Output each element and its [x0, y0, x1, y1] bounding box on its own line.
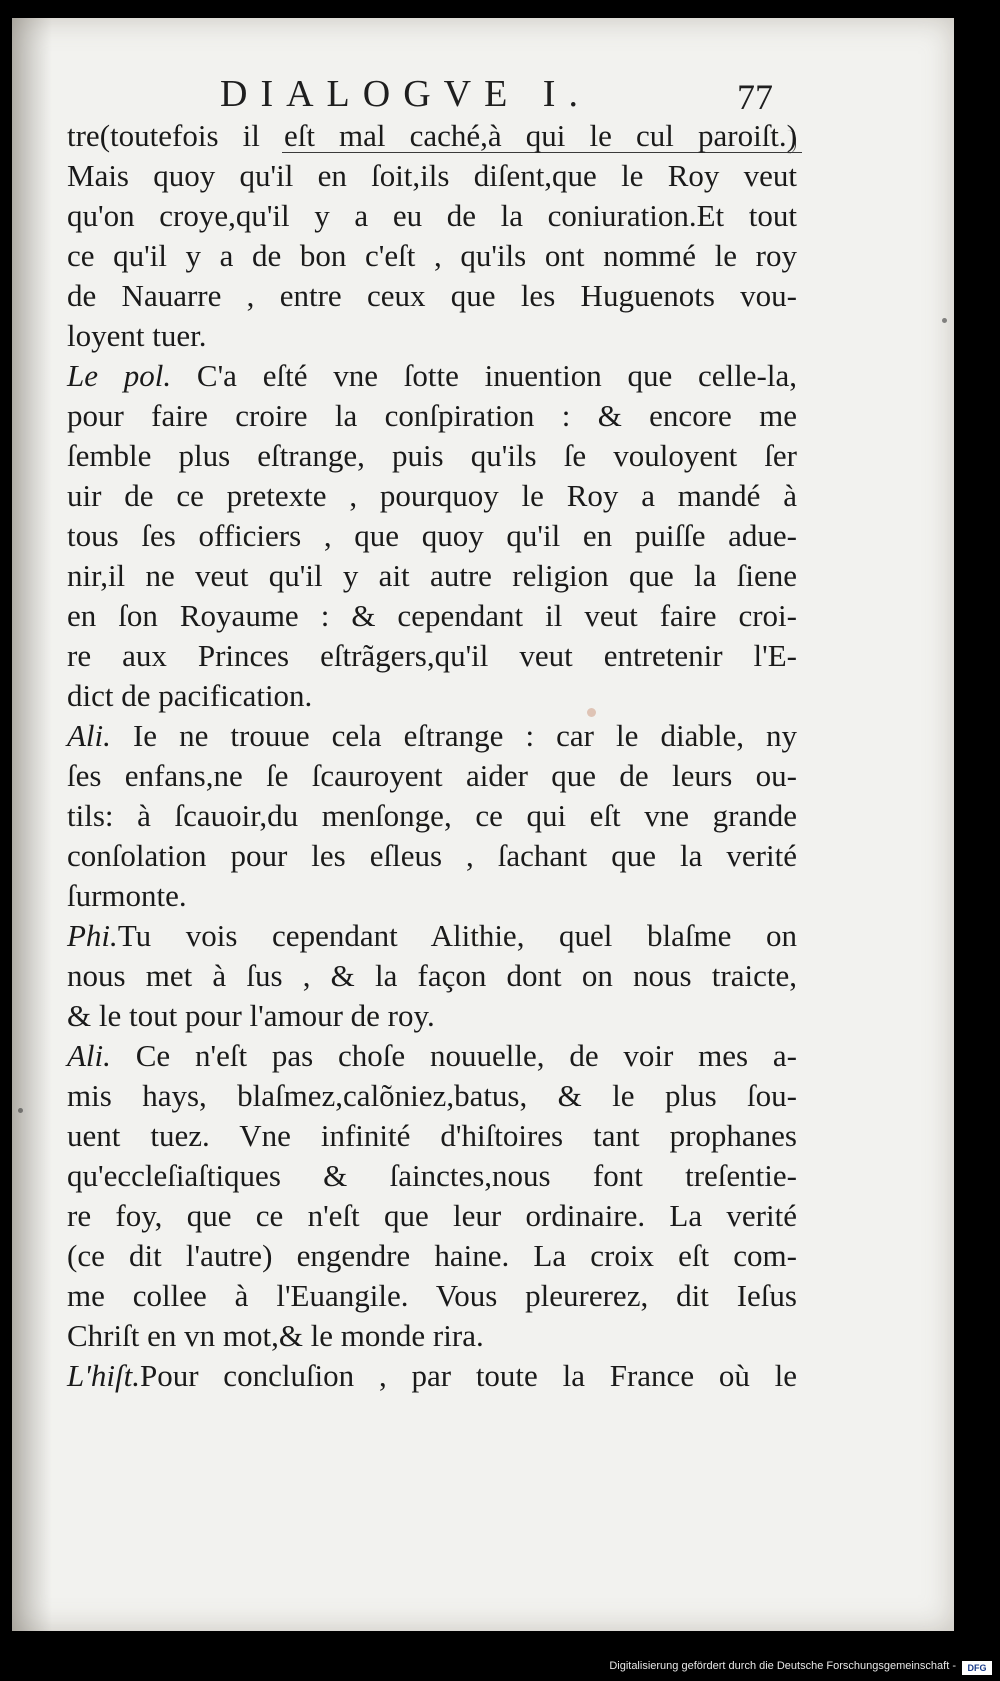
text-line: [67, 716, 797, 756]
foxing-spot: [942, 318, 947, 323]
text-line: [67, 596, 797, 636]
text-line: [67, 1036, 797, 1076]
text-line: [67, 196, 797, 236]
speaker-label: Ali.: [67, 718, 111, 753]
line-text: pour faire croire la conſpiration : & encore me: [67, 398, 797, 433]
line-text: ſes enfans,ne ſe ſcauroyent aider que de leurs ou-: [67, 758, 797, 793]
text-line: [67, 636, 797, 676]
text-line: [67, 556, 797, 596]
body-text: [67, 116, 797, 1396]
line-text: en ſon Royaume : & cependant il veut faire croi-: [67, 598, 797, 633]
text-line: [67, 436, 797, 476]
line-text: Ie ne trouue cela eſtrange : car le diable, ny: [110, 718, 797, 753]
text-line: [67, 476, 797, 516]
text-line: [67, 396, 797, 436]
footer-credit: Digitalisierung gefördert durch die Deutsche Forschungsgemeinschaft -: [609, 1660, 956, 1672]
line-text: conſolation pour les eſleus , ſachant que la verité: [67, 838, 797, 873]
digitization-footer: [0, 1656, 1000, 1681]
text-line: [67, 876, 797, 916]
text-line: [67, 1316, 797, 1356]
speaker-label: Ali.: [67, 1038, 111, 1073]
dfg-logo: DFG: [962, 1661, 992, 1675]
line-text: C'a eſté vne ſotte inuention que celle-la,: [171, 358, 797, 393]
text-line: [67, 996, 797, 1036]
page-number: 77: [737, 77, 773, 117]
text-line: [67, 676, 797, 716]
line-text: re foy, que ce n'eſt que leur ordinaire. La verité: [67, 1198, 797, 1233]
line-text: (ce dit l'autre) engendre haine. La croix eſt com-: [67, 1238, 797, 1273]
page-gutter-shadow: [12, 18, 52, 1631]
foxing-spot: [18, 1108, 23, 1113]
text-line: [67, 756, 797, 796]
line-text: nous met à ſus , & la façon dont on nous traicte,: [67, 958, 797, 993]
line-text: Pour concluſion , par toute la France où le: [139, 1358, 797, 1393]
text-line: [67, 1356, 797, 1396]
line-text: qu'eccleſiaſtiques & ſainctes,nous font treſentie-: [67, 1158, 797, 1193]
line-text: qu'on croye,qu'il y a eu de la coniuration.Et tout: [67, 198, 797, 233]
text-line: [67, 1276, 797, 1316]
line-text: ce qu'il y a de bon c'eſt , qu'ils ont nommé le roy: [67, 238, 797, 273]
text-line: [67, 1236, 797, 1276]
line-text: Chriſt en vn mot,& le monde rira.: [67, 1318, 484, 1353]
text-line: [67, 796, 797, 836]
line-text: & le tout pour l'amour de roy.: [67, 998, 435, 1033]
line-text: Mais quoy qu'il en ſoit,ils diſent,que le Roy veut: [67, 158, 797, 193]
book-page: [12, 18, 954, 1631]
text-line: [67, 276, 797, 316]
line-text: uir de ce pretexte , pourquoy le Roy a mandé à: [67, 478, 797, 513]
speaker-label: Phi.: [67, 918, 118, 953]
text-line: [67, 836, 797, 876]
text-line: [67, 156, 797, 196]
text-line: [67, 316, 797, 356]
page-header: [12, 54, 954, 117]
line-text: Ce n'eſt pas choſe nouuelle, de voir mes a-: [110, 1038, 797, 1073]
line-text: mis hays, blaſmez,calõniez,batus, & le plus ſou-: [67, 1078, 797, 1113]
speaker-label: L'hiſt.: [67, 1358, 140, 1393]
line-text: ſurmonte.: [67, 878, 187, 913]
running-head: DIALOGVE I.: [220, 73, 591, 115]
text-line: [67, 956, 797, 996]
line-text: loyent tuer.: [67, 318, 207, 353]
line-text: re aux Princes eſtrãgers,qu'il veut entretenir l'E-: [67, 638, 797, 673]
line-text: de Nauarre , entre ceux que les Huguenots vou-: [67, 278, 797, 313]
line-text: tils: à ſcauoir,du menſonge, ce qui eſt vne grande: [67, 798, 797, 833]
text-line: [67, 356, 797, 396]
line-text: uent tuez. Vne infinité d'hiſtoires tant prophanes: [67, 1118, 797, 1153]
text-line: [67, 1116, 797, 1156]
line-text: dict de pacification.: [67, 678, 313, 713]
line-text: tre(toutefois il eſt mal caché,à qui le cul paroiſt.): [67, 118, 797, 153]
text-line: [67, 1156, 797, 1196]
line-text: tous ſes officiers , que quoy qu'il en puiſſe adue-: [67, 518, 797, 553]
line-text: me collee à l'Euangile. Vous pleurerez, dit Ieſus: [67, 1278, 797, 1313]
text-line: [67, 116, 797, 156]
text-line: [67, 236, 797, 276]
text-line: [67, 916, 797, 956]
line-text: Tu vois cependant Alithie, quel blaſme on: [117, 918, 797, 953]
line-text: ſemble plus eſtrange, puis qu'ils ſe vouloyent ſer: [67, 438, 797, 473]
text-line: [67, 1196, 797, 1236]
line-text: nir,il ne veut qu'il y ait autre religion que la ſiene: [67, 558, 797, 593]
text-line: [67, 1076, 797, 1116]
speaker-label: Le pol.: [67, 358, 172, 393]
text-line: [67, 516, 797, 556]
